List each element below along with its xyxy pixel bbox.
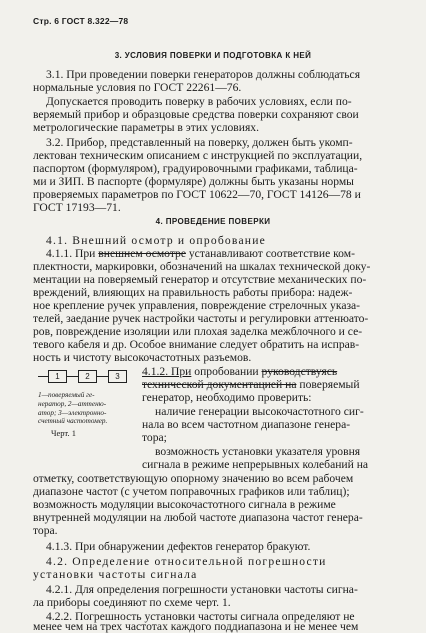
- s3-p2-line: метрологические параметры в этих условиях.: [33, 121, 259, 134]
- s412-line: внутренней модуляции на любой частоте диапазона частот генера-: [33, 511, 363, 524]
- s3-p1-line: нормальные условия по ГОСТ 22261—76.: [33, 81, 242, 94]
- s412-l1-a: 4.1.2. При: [142, 365, 192, 378]
- s412-line: диапазоне частот (с учетом поправочных графиков или таблиц);: [33, 485, 350, 498]
- s3-p3-line: ГОСТ 17193—71.: [33, 201, 121, 214]
- s411-line: ность и чистоту высокочастотных разъемов.: [33, 351, 252, 364]
- s411-first-line: [46, 247, 355, 260]
- s3-p2-line: веряемый прибор и образцовые средства поверки сохраняют свои: [33, 108, 359, 121]
- s411-line: ров, повреждение изоляции или плохая заделка межблочного и се-: [33, 325, 363, 338]
- s3-p3-line: 3.2. Прибор, представленный на поверку, должен быть укомп-: [46, 136, 353, 149]
- s421-line: ла приборы соединяют по схеме черт. 1.: [33, 596, 231, 609]
- s3-p3-line: паспортом (формуляром), градуировочными графиками, таблица-: [33, 162, 358, 175]
- s411-line: тевого кабеля и др. Особое внимание следует обратить на исправ-: [33, 338, 360, 351]
- s411-line: вреждений, влияющих на правильность работы прибора: надеж-: [33, 286, 353, 299]
- s42-heading-line: 4.2. Определение относительной погрешности: [46, 555, 327, 568]
- s411-first-strike: внешнем осмотре: [98, 247, 186, 260]
- s412-l1-b: опробовании: [194, 365, 259, 378]
- s421-line: 4.2.1. Для определения погрешности установки частоты сигна-: [46, 583, 358, 596]
- s412-l2-strike: технической документацией на: [142, 378, 297, 391]
- diagram-wire: [97, 376, 108, 377]
- s411-line: плектности, маркировки, обозначений на шкалах технической доку-: [33, 260, 371, 273]
- s412-line: нала во всем частотном диапазоне генера-: [142, 418, 351, 431]
- diagram-wire: [38, 376, 48, 377]
- s412-line: тора;: [142, 431, 167, 444]
- s422-line: 4.2.2. Погрешность установки частоты сигнала определяют не: [46, 610, 355, 623]
- legend-line: счетный частотомер.: [38, 417, 108, 426]
- s41-heading: 4.1. Внешний осмотр и опробование: [46, 234, 266, 247]
- legend-line: нератор, 2—аттеню-: [38, 399, 107, 408]
- s412-line-2: [142, 378, 360, 391]
- diagram-box-attenuator: 2: [78, 370, 97, 383]
- s413-line: 4.1.3. При обнаружении дефектов генератор бракуют.: [46, 540, 311, 553]
- diagram-chert-1: [38, 364, 138, 454]
- s411-line: телей, заедание ручек настройки частоты и регулировки аттенюато-: [33, 312, 369, 325]
- s412-line: наличие генерации высокочастотного сиг-: [155, 405, 364, 418]
- s412-line: сигнала в режиме непрерывных колебаний на: [142, 458, 369, 471]
- s3-p3-line: лектован техническим описанием с инструкцией по эксплуатации,: [33, 149, 363, 162]
- s411-first-a: 4.1.1. При: [46, 247, 96, 260]
- s42-heading-line: установки частоты сигнала: [33, 568, 198, 581]
- legend-line: атор; 3—электронно-: [38, 408, 107, 417]
- legend-line: 1—поверяемый ге-: [38, 391, 95, 399]
- s3-p3-line: ми и ЗИП. В паспорте (формуляре) должны быть указаны нормы: [33, 175, 354, 188]
- section-3-title: 3. УСЛОВИЯ ПОВЕРКИ И ПОДГОТОВКА К НЕЙ: [114, 51, 312, 60]
- s411-line: ментации на поверяемый генератор и отсутствие механических по-: [33, 273, 367, 286]
- s412-line: генератор, необходимо проверить:: [142, 391, 312, 404]
- s412-line: тора.: [33, 524, 58, 537]
- section-4-title: 4. ПРОВЕДЕНИЕ ПОВЕРКИ: [155, 217, 271, 226]
- s422-line: менее чем на трех частотах каждого поддиапазона и не менее чем: [33, 620, 359, 633]
- s412-l1-strike: руководствуясь: [261, 365, 338, 378]
- diagram-caption: Черт. 1: [51, 428, 77, 438]
- diagram-box-generator: 1: [48, 370, 67, 383]
- s412-line: возможность модуляции высокочастотного сигнала в режиме: [33, 498, 336, 511]
- s3-p2-line: Допускается проводить поверку в рабочих условиях, если по-: [46, 95, 352, 108]
- s3-p1-line: 3.1. При проведении поверки генераторов должны соблюдаться: [46, 68, 361, 81]
- s3-p3-line: проверяемых параметров по ГОСТ 10622—70, ГОСТ 14126—78 и: [33, 188, 361, 201]
- page-header: Стр. 6 ГОСТ 8.322—78: [33, 16, 129, 26]
- s412-line: возможность установки указателя уровня: [155, 445, 361, 458]
- s412-l2-b: поверяемый: [299, 378, 360, 391]
- s411-line: ное крепление ручек управления, повреждение стрелочных указа-: [33, 299, 361, 312]
- diagram-legend: [38, 391, 140, 426]
- s412-line-1: [142, 365, 337, 378]
- s412-line: отметку, соответствующую опорному значению во всем рабочем: [33, 472, 354, 485]
- diagram-wire: [67, 376, 78, 377]
- diagram-box-counter: 3: [108, 370, 127, 383]
- s411-first-b: устанавливают соответствие ком-: [188, 247, 355, 260]
